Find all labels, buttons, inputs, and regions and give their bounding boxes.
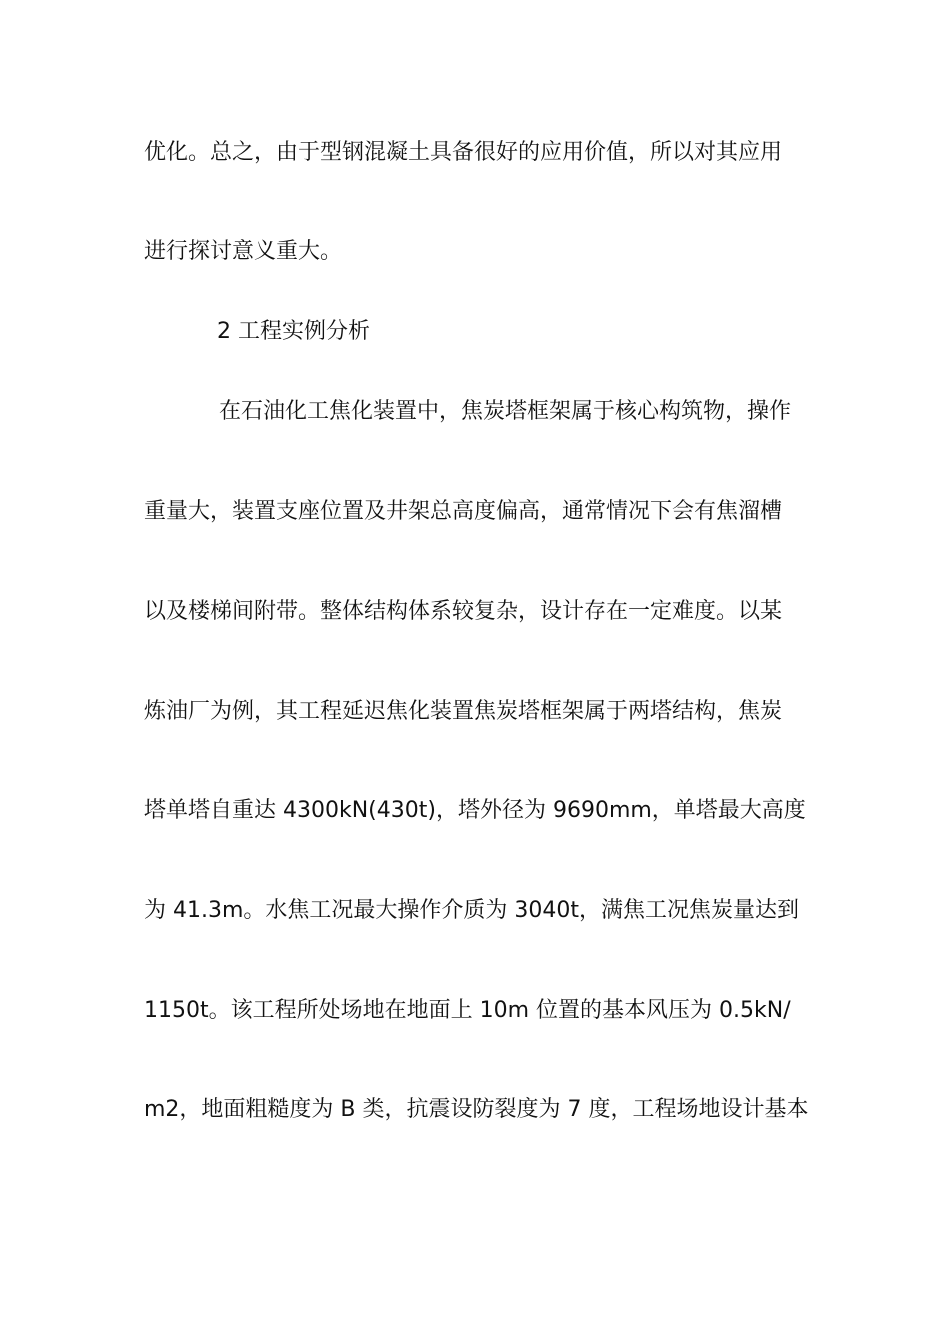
paragraph-line-5: 以及楼梯间附带。整体结构体系较复杂，设计存在一定难度。以某: [144, 599, 783, 624]
paragraph-line-8: 为 41.3m。水焦工况最大操作介质为 3040t，满焦工况焦炭量达到: [144, 898, 800, 923]
section-heading: 2 工程实例分析: [217, 319, 370, 344]
paragraph-line-10: m2，地面粗糙度为 B 类，抗震设防裂度为 7 度，工程场地设计基本: [144, 1097, 809, 1122]
paragraph-line-6: 炼油厂为例，其工程延迟焦化装置焦炭塔框架属于两塔结构，焦炭: [144, 699, 783, 724]
paragraph-line-2: 进行探讨意义重大。: [144, 239, 343, 264]
paragraph-line-1: 优化。总之，由于型钢混凝土具备很好的应用价值，所以对其应用: [144, 140, 783, 165]
paragraph-line-9: 1150t。该工程所处场地在地面上 10m 位置的基本风压为 0.5kN/: [144, 998, 791, 1023]
paragraph-line-7: 塔单塔自重达 4300kN(430t)，塔外径为 9690mm，单塔最大高度: [144, 798, 806, 823]
paragraph-line-3: 在石油化工焦化装置中，焦炭塔框架属于核心构筑物，操作: [219, 399, 792, 424]
paragraph-line-4: 重量大，装置支座位置及井架总高度偏高，通常情况下会有焦溜槽: [144, 499, 783, 524]
